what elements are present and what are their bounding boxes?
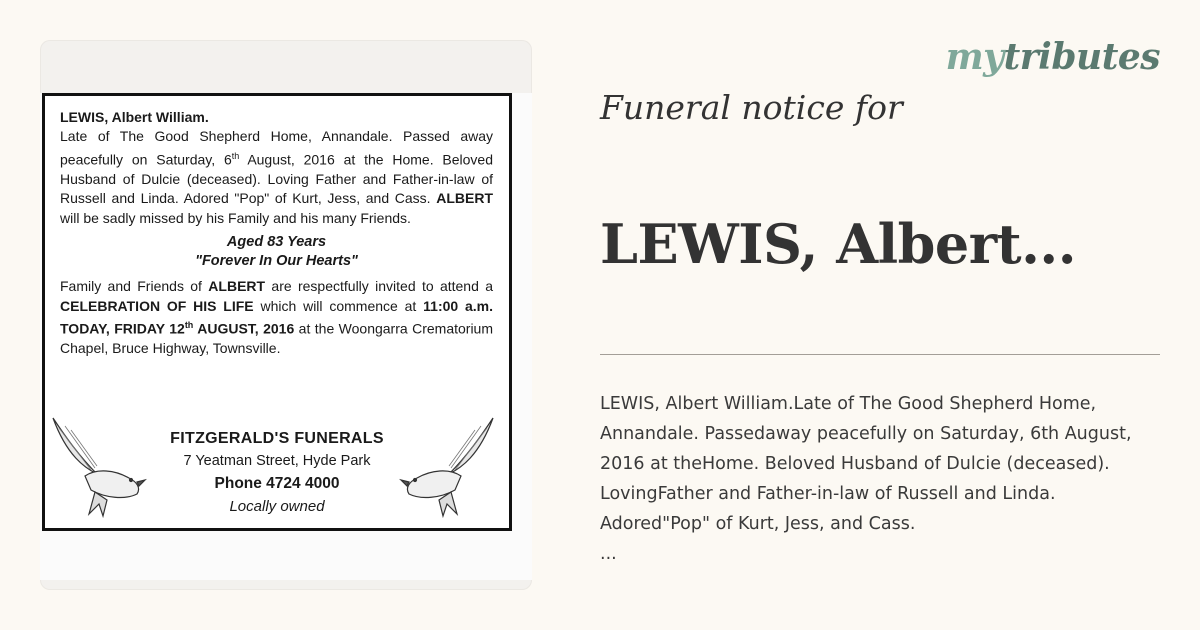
funeral-director-tagline: Locally owned bbox=[229, 498, 325, 515]
notice-age: Aged 83 Years bbox=[226, 234, 327, 251]
notice-paragraph-1: Late of The Good Shepherd Home, Annandale. Passed away peacefully on Saturday, 6th August, 2016 at the Home. Beloved Husband of Dulcie (deceased). Loving Father and Father-in-law of Russell and Linda. Adored "Pop" of Kurt, Jess, and Cass. ALBERT will be sadly missed by his Family and his many Friends. bbox=[60, 128, 493, 226]
notice-image bbox=[40, 93, 532, 580]
notice-paragraph-2: Family and Friends of ALBERT are respectfully invited to attend a CELEBRATION OF HIS LIFE which will commence at 11:00 a.m. TODAY, FRIDAY 12th AUGUST, 2016 at the Woongarra Crematorium Chapel, Bruce Highway, Townsville. bbox=[60, 278, 494, 357]
notice-frame bbox=[42, 93, 512, 531]
notice-type-label: Funeral notice for bbox=[600, 88, 903, 127]
divider bbox=[600, 354, 1160, 355]
mytributes-logo[interactable]: mytributes bbox=[945, 36, 1160, 78]
dove-left-icon bbox=[45, 416, 155, 526]
funeral-director-address: 7 Yeatman Street, Hyde Park bbox=[183, 453, 371, 469]
notice-excerpt-ellipsis: ... bbox=[600, 544, 617, 564]
funeral-director-block bbox=[45, 416, 509, 526]
notice-quote: "Forever In Our Hearts" bbox=[195, 253, 358, 270]
notice-image-card[interactable] bbox=[40, 40, 532, 590]
notice-excerpt-text: LEWIS, Albert William.Late of The Good Shepherd Home, Annandale. Passedaway peacefully on Saturday, 6th August, 2016 at theHome. Beloved Husband of Dulcie (deceased). LovingFather and Father-in-law of Russell and Linda. Adored"Pop" of Kurt, Jess, and Cass. bbox=[600, 394, 1132, 534]
notice-header: LEWIS, Albert William. bbox=[60, 109, 209, 125]
notice-excerpt bbox=[600, 389, 1160, 569]
funeral-director-name: FITZGERALD'S FUNERALS bbox=[170, 430, 384, 447]
funeral-director-phone: Phone 4724 4000 bbox=[214, 475, 340, 492]
funeral-director-text bbox=[145, 428, 409, 518]
deceased-name: LEWIS, Albert... bbox=[600, 212, 1077, 276]
dove-right-icon bbox=[391, 416, 501, 526]
